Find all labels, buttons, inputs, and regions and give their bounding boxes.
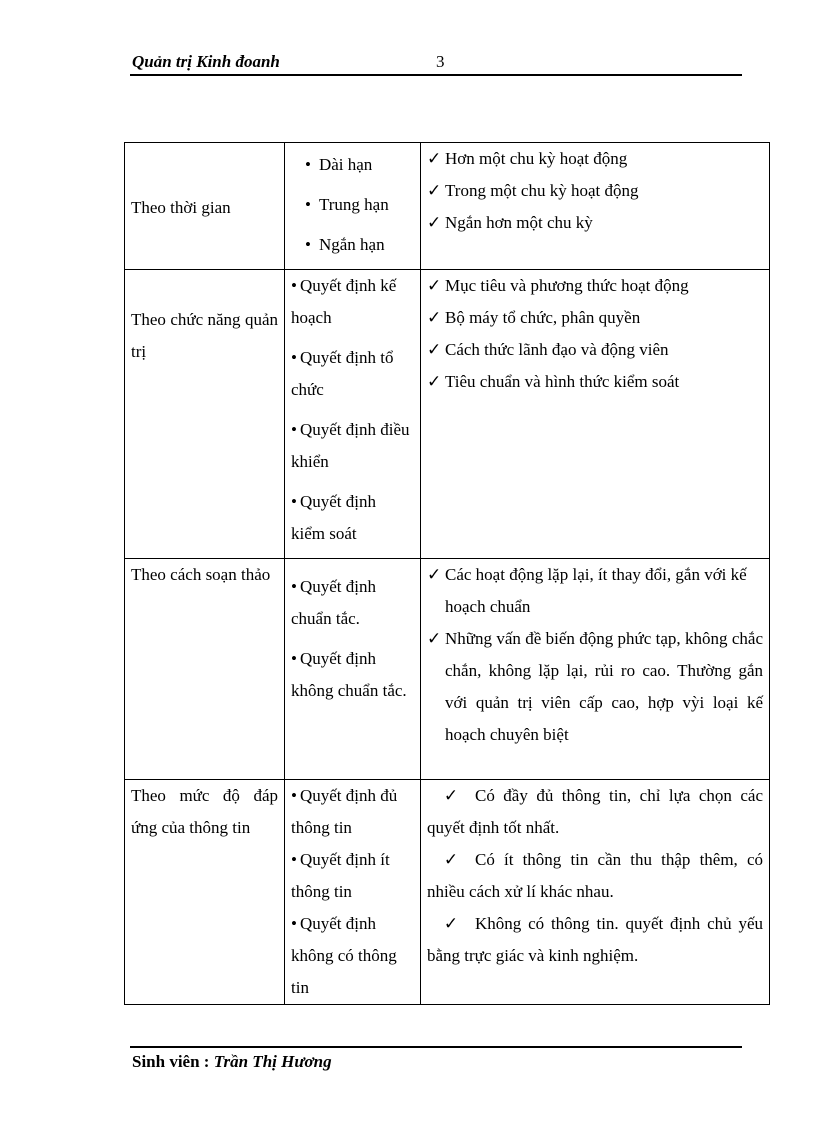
list-item	[291, 486, 414, 550]
check-mark-icon: ✓	[427, 629, 442, 648]
bullet-icon: •	[291, 420, 297, 439]
detail-text: Ngắn hơn một chu kỳ	[445, 213, 593, 232]
header-rule	[130, 74, 742, 76]
list-item	[427, 559, 763, 623]
type-text: Quyết định kiểm soát	[291, 492, 376, 543]
list-item	[427, 780, 763, 844]
list-item	[427, 334, 763, 366]
criterion-cell: Theo thời gian	[125, 143, 285, 270]
list-item	[291, 342, 414, 406]
list-item	[291, 780, 414, 844]
detail-text: Mục tiêu và phương thức hoạt động	[445, 276, 689, 295]
bullet-icon: •	[291, 914, 297, 933]
criterion-cell: Theo cách soạn thảo	[125, 559, 285, 780]
type-text: Quyết định tổ chức	[291, 348, 394, 399]
type-text: Quyết định kế hoạch	[291, 276, 397, 327]
list-item	[427, 207, 763, 239]
table-row	[125, 270, 770, 559]
detail-text: Có ít thông tin cần thu thập thêm, có nhiều cách xử lí khác nhau.	[427, 850, 763, 901]
list-item	[427, 302, 763, 334]
types-cell	[285, 270, 421, 559]
bullet-icon: •	[291, 850, 297, 869]
detail-text: Tiêu chuẩn và hình thức kiểm soát	[445, 372, 680, 391]
bullet-icon: •	[291, 786, 297, 805]
details-cell	[421, 780, 770, 1005]
list-item	[291, 844, 414, 908]
header-title: Quản trị Kinh đoanh	[132, 52, 280, 71]
details-cell	[421, 559, 770, 780]
type-text: Quyết định đủ thông tin	[291, 786, 398, 837]
check-mark-icon: ✓	[427, 213, 442, 232]
footer-rule	[130, 1046, 742, 1048]
types-cell	[285, 143, 421, 270]
list-item	[291, 414, 414, 478]
list-item	[427, 143, 763, 175]
types-cell	[285, 559, 421, 780]
page-number: 3	[436, 52, 445, 71]
list-item	[291, 571, 414, 635]
check-mark-icon: ✓	[443, 914, 459, 933]
detail-text: Có đầy đủ thông tin, chỉ lựa chọn các quyết định tốt nhất.	[427, 786, 763, 837]
check-mark-icon: ✓	[427, 565, 442, 584]
type-text: Quyết định điều khiển	[291, 420, 410, 471]
detail-text: Cách thức lãnh đạo và động viên	[445, 340, 669, 359]
detail-text: Bộ máy tổ chức, phân quyền	[445, 308, 641, 327]
bullet-icon: •	[291, 276, 297, 295]
check-mark-icon: ✓	[427, 181, 442, 200]
table-row	[125, 559, 770, 780]
list-item	[427, 175, 763, 207]
bullet-icon: •	[291, 649, 297, 668]
table-row	[125, 780, 770, 1005]
check-mark-icon: ✓	[427, 149, 442, 168]
bullet-icon: •	[291, 492, 297, 511]
list-item	[291, 270, 414, 334]
check-mark-icon: ✓	[427, 372, 442, 391]
student-name: Trần Thị Hương	[213, 1052, 332, 1071]
detail-text: Hơn một chu kỳ hoạt động	[445, 149, 628, 168]
list-item	[427, 623, 763, 751]
list-item	[427, 908, 763, 972]
types-cell	[285, 780, 421, 1005]
check-mark-icon: ✓	[443, 786, 459, 805]
list-item	[427, 270, 763, 302]
list-item	[427, 844, 763, 908]
details-cell	[421, 270, 770, 559]
type-text: Quyết định chuẩn tắc.	[291, 577, 376, 628]
type-text: Quyết định không chuẩn tắc.	[291, 649, 407, 700]
footer-label: Sinh viên :	[132, 1052, 210, 1071]
criterion-text: Theo chức năng quản trị	[131, 310, 278, 361]
list-item: • Dài hạn	[305, 145, 414, 185]
type-text: Quyết định không có thông tin	[291, 914, 397, 997]
list-item	[291, 643, 414, 707]
criterion-cell	[125, 270, 285, 559]
check-mark-icon: ✓	[427, 276, 442, 295]
check-mark-icon: ✓	[443, 850, 459, 869]
detail-text: Các hoạt động lặp lại, ít thay đổi, gắn với kế hoạch chuẩn	[445, 565, 747, 616]
decision-classification-table	[124, 142, 770, 1005]
detail-text: Trong một chu kỳ hoạt động	[445, 181, 639, 200]
footer	[132, 1052, 332, 1072]
check-mark-icon: ✓	[427, 340, 442, 359]
list-item: • Ngắn hạn	[305, 225, 414, 265]
table-row	[125, 143, 770, 270]
details-cell	[421, 143, 770, 270]
type-text: Quyết định ít thông tin	[291, 850, 390, 901]
bullet-icon: •	[291, 348, 297, 367]
detail-text: Những vấn đề biến động phức tạp, không chắc chắn, không lặp lại, rủi ro cao. Thường gắn với quản trị viên cấp cao, hợp vỳi loại kế hoạch chuyên biệt	[445, 629, 763, 744]
bullet-icon: •	[291, 577, 297, 596]
criterion-cell: Theo mức độ đáp ứng của thông tin	[125, 780, 285, 1005]
detail-text: Không có thông tin. quyết định chủ yếu bằng trực giác và kinh nghiệm.	[427, 914, 763, 965]
check-mark-icon: ✓	[427, 308, 442, 327]
list-item: • Trung hạn	[305, 185, 414, 225]
list-item	[427, 366, 763, 398]
list-item	[291, 908, 414, 1004]
